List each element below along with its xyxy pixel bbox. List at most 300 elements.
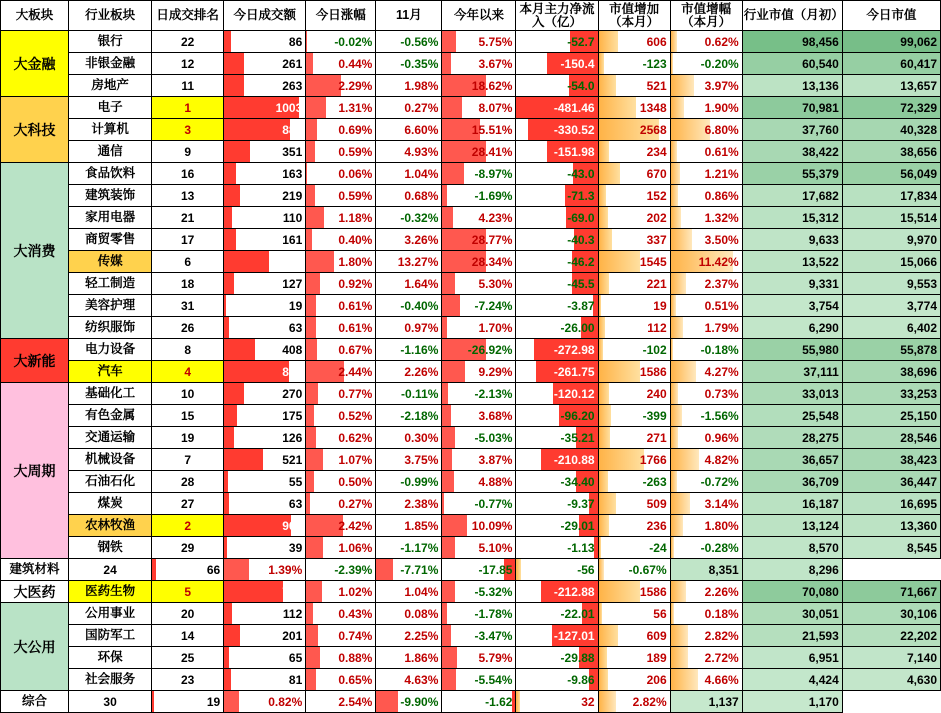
mv-pct-cell: 2.82% <box>598 691 670 713</box>
netflow-cell: -34.40 <box>516 471 598 493</box>
rank-cell: 4 <box>152 361 224 383</box>
change-november-cell: 13.27% <box>376 251 442 273</box>
mv-pct-cell: 0.86% <box>670 185 742 207</box>
rank-cell: 12 <box>152 53 224 75</box>
amount-cell: 351 <box>224 141 306 163</box>
table-row <box>1 119 941 141</box>
mv-begin-cell: 37,111 <box>742 361 842 383</box>
change-today-cell: 0.06% <box>306 163 376 185</box>
change-november-cell: -0.40% <box>376 295 442 317</box>
netflow-cell: -120.12 <box>516 383 598 405</box>
mv-pct-cell: 3.14% <box>670 493 742 515</box>
change-today-cell: 0.74% <box>306 625 376 647</box>
change-ytd-cell: -26.92% <box>442 339 516 361</box>
change-ytd-cell: 28.34% <box>442 251 516 273</box>
netflow-cell: -43.0 <box>516 163 598 185</box>
sector-label-大消费: 大消费 <box>1 163 69 339</box>
mv-begin-cell: 55,980 <box>742 339 842 361</box>
netflow-cell: -46.2 <box>516 251 598 273</box>
rank-cell: 28 <box>152 471 224 493</box>
sector-label-大公用: 大公用 <box>1 603 69 691</box>
netflow-cell: -17.85 <box>442 559 516 581</box>
industry-label: 环保 <box>69 647 152 669</box>
table-row <box>1 603 941 625</box>
mv-begin-cell: 9,331 <box>742 273 842 295</box>
mv-today-cell: 6,402 <box>842 317 940 339</box>
industry-label: 社会服务 <box>69 669 152 691</box>
mv-add-cell: 1766 <box>598 449 670 471</box>
col-header-amount: 今日成交额 <box>224 1 306 31</box>
table-body <box>1 31 941 713</box>
mv-today-cell: 17,834 <box>842 185 940 207</box>
table-header <box>1 1 941 31</box>
industry-label: 石油石化 <box>69 471 152 493</box>
amount-cell: 219 <box>224 185 306 207</box>
mv-pct-cell: 1.79% <box>670 317 742 339</box>
mv-today-cell: 72,329 <box>842 97 940 119</box>
mv-add-cell: -24 <box>598 537 670 559</box>
mv-begin-cell: 21,593 <box>742 625 842 647</box>
mv-add-cell: 202 <box>598 207 670 229</box>
mv-today-cell: 7,140 <box>842 647 940 669</box>
mv-begin-cell: 9,633 <box>742 229 842 251</box>
change-ytd-cell: 5.75% <box>442 31 516 53</box>
change-november-cell: 1.04% <box>376 581 442 603</box>
rank-cell: 20 <box>152 603 224 625</box>
change-november-cell: 2.26% <box>376 361 442 383</box>
mv-begin-cell: 37,760 <box>742 119 842 141</box>
mv-pct-cell: 11.42% <box>670 251 742 273</box>
industry-label: 家用电器 <box>69 207 152 229</box>
change-ytd-cell: 9.29% <box>442 361 516 383</box>
mv-begin-cell: 6,290 <box>742 317 842 339</box>
table-row <box>1 75 941 97</box>
mv-add-cell: 221 <box>598 273 670 295</box>
netflow-cell: -71.3 <box>516 185 598 207</box>
industry-label: 公用事业 <box>69 603 152 625</box>
change-ytd-cell: 3.68% <box>442 405 516 427</box>
rank-cell: 1 <box>152 97 224 119</box>
amount-cell: 63 <box>224 317 306 339</box>
industry-label: 煤炭 <box>69 493 152 515</box>
mv-today-cell: 60,417 <box>842 53 940 75</box>
rank-cell: 24 <box>69 559 152 581</box>
mv-add-cell: 1348 <box>598 97 670 119</box>
mv-pct-cell: 2.72% <box>670 647 742 669</box>
table-row <box>1 405 941 427</box>
mv-today-cell: 71,667 <box>842 581 940 603</box>
netflow-cell: -330.52 <box>516 119 598 141</box>
change-ytd-cell: -5.32% <box>442 581 516 603</box>
mv-begin-cell: 60,540 <box>742 53 842 75</box>
change-ytd-cell: 5.30% <box>442 273 516 295</box>
table-row <box>1 559 941 581</box>
mv-add-cell: 32 <box>516 691 598 713</box>
change-november-cell: 2.54% <box>306 691 376 713</box>
table-row <box>1 141 941 163</box>
amount-cell: 867 <box>224 361 306 383</box>
mv-add-cell: 56 <box>598 603 670 625</box>
amount-cell: 127 <box>224 273 306 295</box>
amount-cell: 597 <box>224 251 306 273</box>
change-ytd-cell: 5.10% <box>442 537 516 559</box>
change-november-cell: -1.17% <box>376 537 442 559</box>
mv-begin-cell: 30,051 <box>742 603 842 625</box>
netflow-cell: -1.13 <box>516 537 598 559</box>
change-november-cell: -0.32% <box>376 207 442 229</box>
change-today-cell: 1.07% <box>306 449 376 471</box>
amount-cell: 86 <box>224 31 306 53</box>
netflow-cell: -29.01 <box>516 515 598 537</box>
industry-label: 基础化工 <box>69 383 152 405</box>
rank-cell: 5 <box>152 581 224 603</box>
change-november-cell: 1.98% <box>376 75 442 97</box>
mv-pct-cell: 0.96% <box>670 427 742 449</box>
mv-begin-cell: 55,379 <box>742 163 842 185</box>
col-header-mv-add: 市值增加（本月） <box>598 1 670 31</box>
change-ytd-cell: -5.03% <box>442 427 516 449</box>
mv-pct-cell: 0.51% <box>670 295 742 317</box>
mv-begin-cell: 8,351 <box>670 559 742 581</box>
table-row <box>1 383 941 405</box>
change-november-cell: 1.04% <box>376 163 442 185</box>
change-today-cell: 0.59% <box>306 185 376 207</box>
mv-pct-cell: 0.73% <box>670 383 742 405</box>
rank-cell: 11 <box>152 75 224 97</box>
mv-today-cell: 15,066 <box>842 251 940 273</box>
amount-cell: 521 <box>224 449 306 471</box>
table-row <box>1 229 941 251</box>
table-row <box>1 449 941 471</box>
mv-pct-cell: 2.37% <box>670 273 742 295</box>
mv-pct-cell: 3.50% <box>670 229 742 251</box>
mv-begin-cell: 3,754 <box>742 295 842 317</box>
mv-begin-cell: 1,137 <box>670 691 742 713</box>
mv-today-cell: 38,696 <box>842 361 940 383</box>
netflow-cell: -26.00 <box>516 317 598 339</box>
mv-add-cell: 152 <box>598 185 670 207</box>
col-header-industry: 行业板块 <box>69 1 152 31</box>
mv-pct-cell: 1.80% <box>670 515 742 537</box>
col-header-mv-begin: 行业市值（月初） <box>742 1 842 31</box>
change-today-cell: 0.50% <box>306 471 376 493</box>
mv-add-cell: 1586 <box>598 581 670 603</box>
col-header-netflow: 本月主力净流入（亿） <box>516 1 598 31</box>
netflow-cell: -3.87 <box>516 295 598 317</box>
col-header-sector: 大板块 <box>1 1 69 31</box>
mv-begin-cell: 36,657 <box>742 449 842 471</box>
change-november-cell: -0.99% <box>376 471 442 493</box>
mv-begin-cell: 28,275 <box>742 427 842 449</box>
sector-label-大科技: 大科技 <box>1 97 69 163</box>
change-ytd-cell: 3.87% <box>442 449 516 471</box>
mv-today-cell: 99,062 <box>842 31 940 53</box>
change-today-cell: 1.31% <box>306 97 376 119</box>
amount-cell: 65 <box>224 647 306 669</box>
table-row <box>1 647 941 669</box>
rank-cell: 7 <box>152 449 224 471</box>
industry-label: 商贸零售 <box>69 229 152 251</box>
table-row <box>1 427 941 449</box>
netflow-cell: -127.01 <box>516 625 598 647</box>
change-november-cell: -1.16% <box>376 339 442 361</box>
mv-add-cell: 670 <box>598 163 670 185</box>
mv-add-cell: 234 <box>598 141 670 163</box>
table-row <box>1 295 941 317</box>
industry-label: 国防军工 <box>69 625 152 647</box>
netflow-cell: -96.20 <box>516 405 598 427</box>
industry-label: 银行 <box>69 31 152 53</box>
change-today-cell: 0.92% <box>306 273 376 295</box>
change-today-cell: 0.43% <box>306 603 376 625</box>
netflow-cell: -54.0 <box>516 75 598 97</box>
industry-label: 医药生物 <box>69 581 152 603</box>
change-november-cell: -0.35% <box>376 53 442 75</box>
netflow-cell: -1.62 <box>442 691 516 713</box>
mv-today-cell: 4,630 <box>842 669 940 691</box>
mv-add-cell: 337 <box>598 229 670 251</box>
change-today-cell: 1.80% <box>306 251 376 273</box>
change-today-cell: 0.67% <box>306 339 376 361</box>
amount-cell: 161 <box>224 229 306 251</box>
mv-pct-cell: 1.21% <box>670 163 742 185</box>
change-today-cell: 1.06% <box>306 537 376 559</box>
mv-begin-cell: 13,522 <box>742 251 842 273</box>
mv-today-cell: 3,774 <box>842 295 940 317</box>
table-row <box>1 581 941 603</box>
rank-cell: 22 <box>152 31 224 53</box>
table-row <box>1 31 941 53</box>
amount-cell: 19 <box>152 691 224 713</box>
rank-cell: 8 <box>152 339 224 361</box>
mv-today-cell: 28,546 <box>842 427 940 449</box>
change-ytd-cell: -7.71% <box>376 559 442 581</box>
col-header-november: 11月 <box>376 1 442 31</box>
mv-begin-cell: 6,951 <box>742 647 842 669</box>
change-ytd-cell: 28.77% <box>442 229 516 251</box>
netflow-cell: -210.88 <box>516 449 598 471</box>
change-november-cell: -0.11% <box>376 383 442 405</box>
table-row <box>1 207 941 229</box>
rank-cell: 18 <box>152 273 224 295</box>
netflow-cell: -9.86 <box>516 669 598 691</box>
change-today-cell: 0.44% <box>306 53 376 75</box>
change-november-cell: 0.30% <box>376 427 442 449</box>
change-today-cell: 0.62% <box>306 427 376 449</box>
mv-add-cell: -102 <box>598 339 670 361</box>
mv-add-cell: 1586 <box>598 361 670 383</box>
amount-cell: 81 <box>224 669 306 691</box>
rank-cell: 16 <box>152 163 224 185</box>
mv-begin-cell: 15,312 <box>742 207 842 229</box>
table-row <box>1 493 941 515</box>
netflow-cell: -212.88 <box>516 581 598 603</box>
change-today-cell: 1.39% <box>224 559 306 581</box>
change-today-cell: 0.40% <box>306 229 376 251</box>
change-today-cell: -0.02% <box>306 31 376 53</box>
mv-add-cell: 521 <box>598 75 670 97</box>
table-row <box>1 471 941 493</box>
amount-cell: 55 <box>224 471 306 493</box>
mv-begin-cell: 8,570 <box>742 537 842 559</box>
change-november-cell: 3.75% <box>376 449 442 471</box>
netflow-cell: -272.98 <box>516 339 598 361</box>
mv-today-cell: 38,656 <box>842 141 940 163</box>
mv-begin-cell: 70,981 <box>742 97 842 119</box>
mv-begin-cell: 16,187 <box>742 493 842 515</box>
change-ytd-cell: -8.97% <box>442 163 516 185</box>
change-november-cell: 1.64% <box>376 273 442 295</box>
amount-cell: 270 <box>224 383 306 405</box>
change-november-cell: 2.25% <box>376 625 442 647</box>
netflow-cell: -151.98 <box>516 141 598 163</box>
table-row <box>1 185 941 207</box>
change-november-cell: 0.27% <box>376 97 442 119</box>
industry-label: 机械设备 <box>69 449 152 471</box>
change-today-cell: 0.88% <box>306 647 376 669</box>
mv-add-cell: -123 <box>598 53 670 75</box>
netflow-cell: -69.0 <box>516 207 598 229</box>
sector-label-大金融: 大金融 <box>1 31 69 97</box>
mv-pct-cell: 4.27% <box>670 361 742 383</box>
mv-add-cell: 189 <box>598 647 670 669</box>
industry-label: 通信 <box>69 141 152 163</box>
table-row <box>1 97 941 119</box>
mv-today-cell: 13,360 <box>842 515 940 537</box>
mv-today-cell: 38,423 <box>842 449 940 471</box>
rank-cell: 13 <box>152 185 224 207</box>
col-header-mv-pct: 市值增幅（本月） <box>670 1 742 31</box>
netflow-cell: -29.88 <box>516 647 598 669</box>
sector-label-大新能: 大新能 <box>1 339 69 383</box>
mv-today-cell: 13,657 <box>842 75 940 97</box>
amount-cell: 110 <box>224 207 306 229</box>
mv-today-cell: 8,296 <box>742 559 842 581</box>
mv-add-cell: 240 <box>598 383 670 405</box>
mv-pct-cell: 2.26% <box>670 581 742 603</box>
table-row <box>1 669 941 691</box>
rank-cell: 17 <box>152 229 224 251</box>
rank-cell: 21 <box>152 207 224 229</box>
mv-pct-cell: -0.18% <box>670 339 742 361</box>
amount-cell: 19 <box>224 295 306 317</box>
rank-cell: 14 <box>152 625 224 647</box>
mv-today-cell: 40,328 <box>842 119 940 141</box>
mv-pct-cell: 0.61% <box>670 141 742 163</box>
change-ytd-cell: 28.41% <box>442 141 516 163</box>
change-ytd-cell: -0.77% <box>442 493 516 515</box>
table-row <box>1 515 941 537</box>
change-today-cell: 0.27% <box>306 493 376 515</box>
change-november-cell: 3.26% <box>376 229 442 251</box>
netflow-cell: -45.5 <box>516 273 598 295</box>
industry-label: 汽车 <box>69 361 152 383</box>
mv-add-cell: 206 <box>598 669 670 691</box>
rank-cell: 29 <box>152 537 224 559</box>
industry-label: 建筑材料 <box>1 559 69 581</box>
amount-cell: 63 <box>224 493 306 515</box>
amount-cell: 883 <box>224 119 306 141</box>
industry-label: 交通运输 <box>69 427 152 449</box>
amount-cell: 263 <box>224 75 306 97</box>
industry-label: 综合 <box>1 691 69 713</box>
rank-cell: 25 <box>152 647 224 669</box>
change-november-cell: -2.18% <box>376 405 442 427</box>
industry-label: 电子 <box>69 97 152 119</box>
mv-begin-cell: 25,548 <box>742 405 842 427</box>
amount-cell: 904 <box>224 515 306 537</box>
table-row <box>1 361 941 383</box>
mv-begin-cell: 13,124 <box>742 515 842 537</box>
industry-label: 房地产 <box>69 75 152 97</box>
rank-cell: 27 <box>152 493 224 515</box>
change-november-cell: 6.60% <box>376 119 442 141</box>
change-today-cell: 0.69% <box>306 119 376 141</box>
change-ytd-cell: 1.70% <box>442 317 516 339</box>
amount-cell: 112 <box>224 603 306 625</box>
rank-cell: 19 <box>152 427 224 449</box>
mv-add-cell: 19 <box>598 295 670 317</box>
industry-label: 纺织服饰 <box>69 317 152 339</box>
change-today-cell: 0.59% <box>306 141 376 163</box>
industry-label: 农林牧渔 <box>69 515 152 537</box>
mv-pct-cell: -0.28% <box>670 537 742 559</box>
mv-pct-cell: -0.72% <box>670 471 742 493</box>
change-november-cell: 4.63% <box>376 669 442 691</box>
mv-add-cell: 236 <box>598 515 670 537</box>
industry-label: 有色金属 <box>69 405 152 427</box>
mv-today-cell: 9,970 <box>842 229 940 251</box>
change-today-cell: 0.77% <box>306 383 376 405</box>
amount-cell: 39 <box>224 537 306 559</box>
change-november-cell: -2.39% <box>306 559 376 581</box>
amount-cell: 126 <box>224 427 306 449</box>
change-november-cell: 1.85% <box>376 515 442 537</box>
change-today-cell: 2.29% <box>306 75 376 97</box>
change-ytd-cell: -9.90% <box>376 691 442 713</box>
mv-begin-cell: 33,013 <box>742 383 842 405</box>
mv-begin-cell: 13,136 <box>742 75 842 97</box>
change-today-cell: 0.82% <box>224 691 306 713</box>
netflow-cell: -35.21 <box>516 427 598 449</box>
rank-cell: 23 <box>152 669 224 691</box>
mv-add-cell: 112 <box>598 317 670 339</box>
mv-begin-cell: 70,080 <box>742 581 842 603</box>
rank-cell: 26 <box>152 317 224 339</box>
netflow-cell: -9.37 <box>516 493 598 515</box>
netflow-cell: -22.01 <box>516 603 598 625</box>
change-ytd-cell: 4.88% <box>442 471 516 493</box>
sector-label-大医药: 大医药 <box>1 581 69 603</box>
change-november-cell: 0.08% <box>376 603 442 625</box>
mv-add-cell: 271 <box>598 427 670 449</box>
change-ytd-cell: -5.54% <box>442 669 516 691</box>
amount-cell: 408 <box>224 339 306 361</box>
rank-cell: 6 <box>152 251 224 273</box>
change-november-cell: 2.38% <box>376 493 442 515</box>
netflow-cell: -40.3 <box>516 229 598 251</box>
mv-today-cell: 15,514 <box>842 207 940 229</box>
netflow-cell: -150.4 <box>516 53 598 75</box>
netflow-cell: -481.46 <box>516 97 598 119</box>
change-november-cell: 1.86% <box>376 647 442 669</box>
mv-pct-cell: 1.90% <box>670 97 742 119</box>
col-header-mv-today: 今日市值 <box>842 1 940 31</box>
change-november-cell: 0.68% <box>376 185 442 207</box>
rank-cell: 31 <box>152 295 224 317</box>
mv-begin-cell: 4,424 <box>742 669 842 691</box>
mv-pct-cell: 0.18% <box>670 603 742 625</box>
